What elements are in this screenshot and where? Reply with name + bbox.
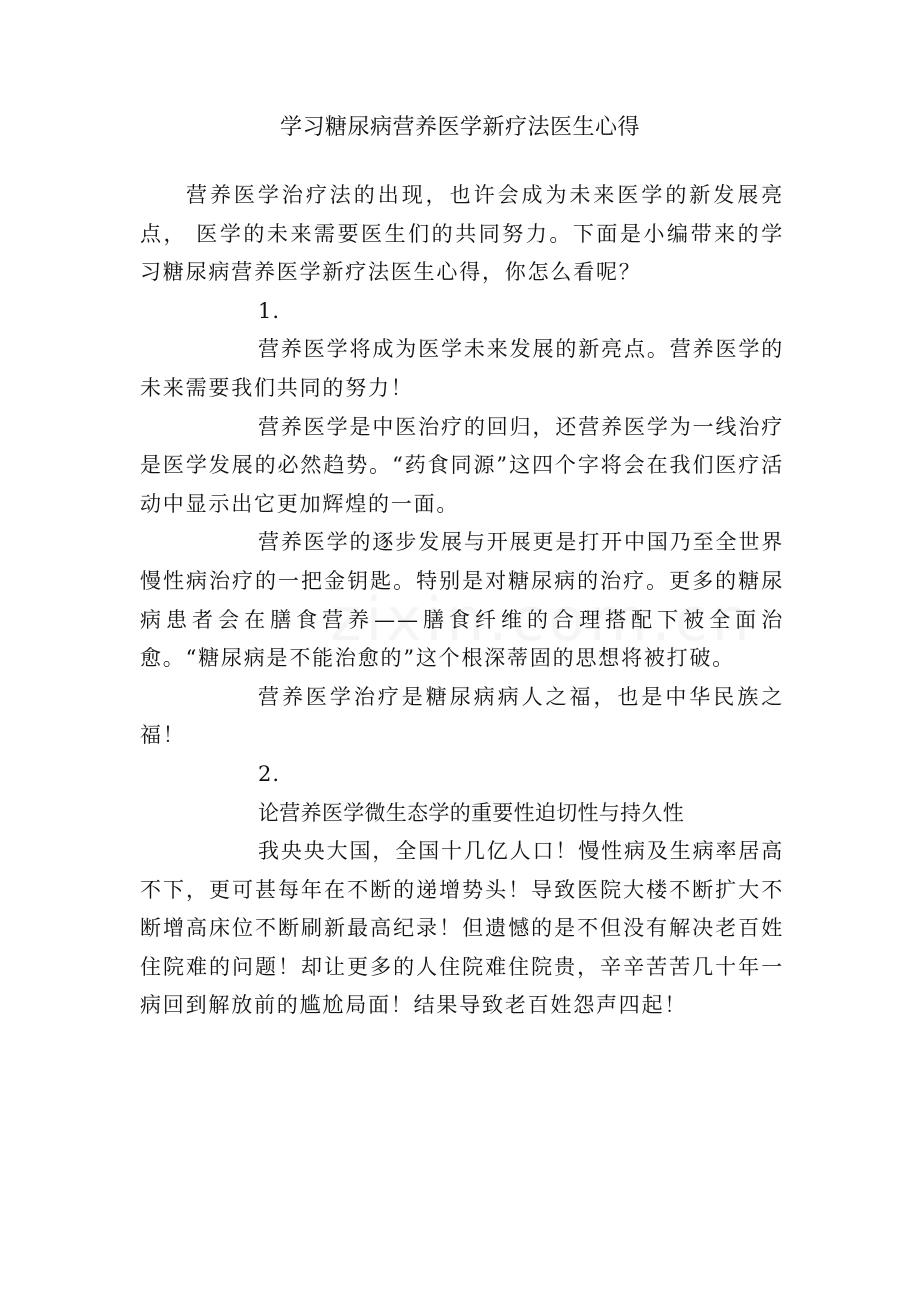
body-paragraph: 营养医学治疗是糖尿病病人之福，也是中华民族之福！ — [140, 684, 784, 748]
intro-paragraph: 营养医学治疗法的出现，也许会成为未来医学的新发展亮点， 医学的未来需要医生们的共同努力。下面是小编带来的学习糖尿病营养医学新疗法医生心得，你怎么看呢？ — [140, 183, 784, 285]
section-number-1: 1. — [258, 298, 281, 323]
body-paragraph: 营养医学的逐步发展与开展更是打开中国乃至全世界慢性病治疗的一把金钥匙。特别是对糖尿病的治疗。更多的糖尿病患者会在膳食营养——膳食纤维的合理搭配下被全面治愈。“糖尿病是不能治愈的”这个根深蒂固的思想将被打破。 — [140, 530, 784, 671]
document-body — [140, 176, 784, 1025]
section-number-2: 2. — [258, 761, 281, 786]
body-paragraph: 营养医学是中医治疗的回归，还营养医学为一线治疗是医学发展的必然趋势。“药食同源”这四个字将会在我们医疗活动中显示出它更加辉煌的一面。 — [140, 414, 784, 516]
body-paragraph: 我央央大国，全国十几亿人口！慢性病及生病率居高不下，更可甚每年在不断的递增势头！导致医院大楼不断扩大不断增高床位不断刷新最高纪录！但遗憾的是不但没有解决老百姓住院难的问题！却让更多的人住院难住院贵，辛辛苦苦几十年一病回到解放前的尴尬局面！结果导致老百姓怨声四起！ — [140, 839, 784, 1018]
body-paragraph: 营养医学将成为医学未来发展的新亮点。营养医学的未来需要我们共同的努力！ — [140, 337, 784, 400]
document-title: 学习糖尿病营养医学新疗法医生心得 — [279, 115, 640, 140]
section-heading: 论营养医学微生态学的重要性迫切性与持久性 — [258, 800, 684, 825]
